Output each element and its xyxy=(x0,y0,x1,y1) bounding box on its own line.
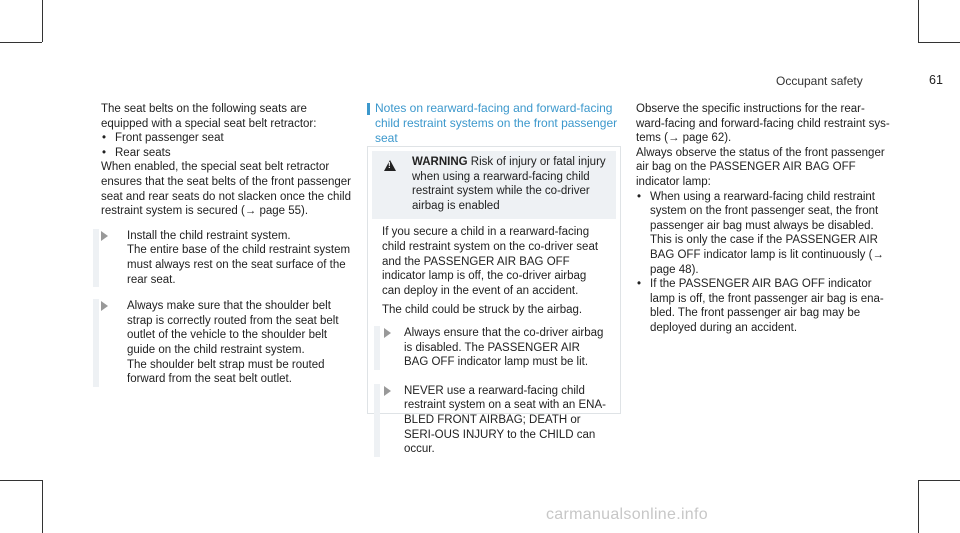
airbag-status-list xyxy=(636,190,890,336)
step-note: The entire base of the child restraint system must always rest on the seat surface of the rear seat. xyxy=(127,244,351,286)
crop-mark xyxy=(918,480,919,533)
instruction-step xyxy=(374,384,606,457)
crop-mark xyxy=(0,480,42,481)
page-number: 61 xyxy=(929,73,943,87)
list-item: • Rear seats xyxy=(102,146,171,159)
intro-text: The seat belts on the following seats are equipped with a special seat belt retractor: xyxy=(101,103,317,130)
instruction-step xyxy=(101,299,353,387)
notes-box xyxy=(367,146,621,456)
crop-mark xyxy=(918,480,960,481)
step-text: Install the child restraint system. xyxy=(127,229,291,242)
bullet-icon: • xyxy=(102,132,107,145)
paragraph: If you secure a child in a rearward-facing child restraint system on the co-driver seat and the PASSENGER AIR BAG OFF indicator lamp is off, the co-driver airbag can deploy in the event of an accident. xyxy=(382,226,599,297)
bullet-icon: • xyxy=(637,278,642,291)
step-bar xyxy=(93,299,99,387)
bullet-icon: • xyxy=(102,146,107,159)
seat-list xyxy=(101,131,353,160)
crop-mark xyxy=(918,42,960,43)
step-bar xyxy=(93,229,99,287)
crop-mark xyxy=(42,0,43,42)
crop-mark xyxy=(918,0,919,42)
list-item: • Front passenger seat xyxy=(102,132,224,145)
bullet-icon: • xyxy=(637,190,642,203)
step-note: The shoulder belt strap must be routed forward from the seat belt outlet. xyxy=(127,358,325,386)
watermark: carmanualsonline.info xyxy=(546,506,708,523)
step-text: Always ensure that the co-driver airbag is disabled. The PASSENGER AIR BAG OFF indicator lamp must be lit. xyxy=(404,326,604,369)
play-triangle-icon xyxy=(101,231,108,241)
paragraph: The child could be struck by the airbag. xyxy=(382,304,583,317)
warning-label: WARNING xyxy=(412,156,468,168)
play-triangle-icon xyxy=(384,386,391,396)
column-left xyxy=(101,102,353,387)
column-right xyxy=(636,102,890,336)
list-item: • If the PASSENGER AIR BAG OFF indicator lamp is off, the front passenger air bag is ena-bled. The front passenger air bag may be deployed during an accident. xyxy=(637,278,884,334)
step-bar xyxy=(374,384,380,457)
notes-heading: Notes on rearward-facing and forward-facing child restraint systems on the front passenger seat xyxy=(367,101,625,146)
instruction-step xyxy=(101,229,353,287)
play-triangle-icon xyxy=(101,301,108,311)
paragraph: Always observe the status of the front passenger air bag on the PASSENGER AIR BAG OFF indicator lamp: xyxy=(636,146,885,188)
paragraph: When enabled, the special seat belt retractor ensures that the seat belts of the front passenger seat and rear seats do not slacken once the child restraint system is secured (→ page 55). xyxy=(101,161,351,218)
heading-accent-bar xyxy=(367,103,370,115)
crop-mark xyxy=(0,42,42,43)
section-title: Occupant safety xyxy=(776,74,863,88)
warning-triangle-icon xyxy=(384,160,396,171)
crop-mark xyxy=(42,480,43,533)
step-bar xyxy=(374,326,380,370)
paragraph: Observe the specific instructions for the rear-ward-facing and forward-facing child restraint sys-tems (→ page 62). xyxy=(636,103,890,145)
warning-panel xyxy=(372,151,616,219)
step-text: Always make sure that the shoulder belt strap is correctly routed from the seat belt outlet of the vehicle to the shoulder belt guide on the child restraint system. xyxy=(127,300,339,356)
step-text: NEVER use a rearward-facing child restraint system on a seat with an ENA-BLED FRONT AIRBAG; DEATH or SERI-OUS INJURY to the CHILD can occur. xyxy=(404,384,606,456)
play-triangle-icon xyxy=(384,328,391,338)
warning-text: Risk of injury or fatal injury when using a rearward-facing child restraint system while the co-driver airbag is enabled xyxy=(412,156,606,212)
instruction-step xyxy=(374,326,606,370)
list-item: • When using a rearward-facing child restraint system on the front passenger seat, the front passenger air bag must always be disabled. This is only the case if the PASSENGER AIR BAG OFF indicator lamp is lit continuously (→ page 48). xyxy=(637,190,884,276)
